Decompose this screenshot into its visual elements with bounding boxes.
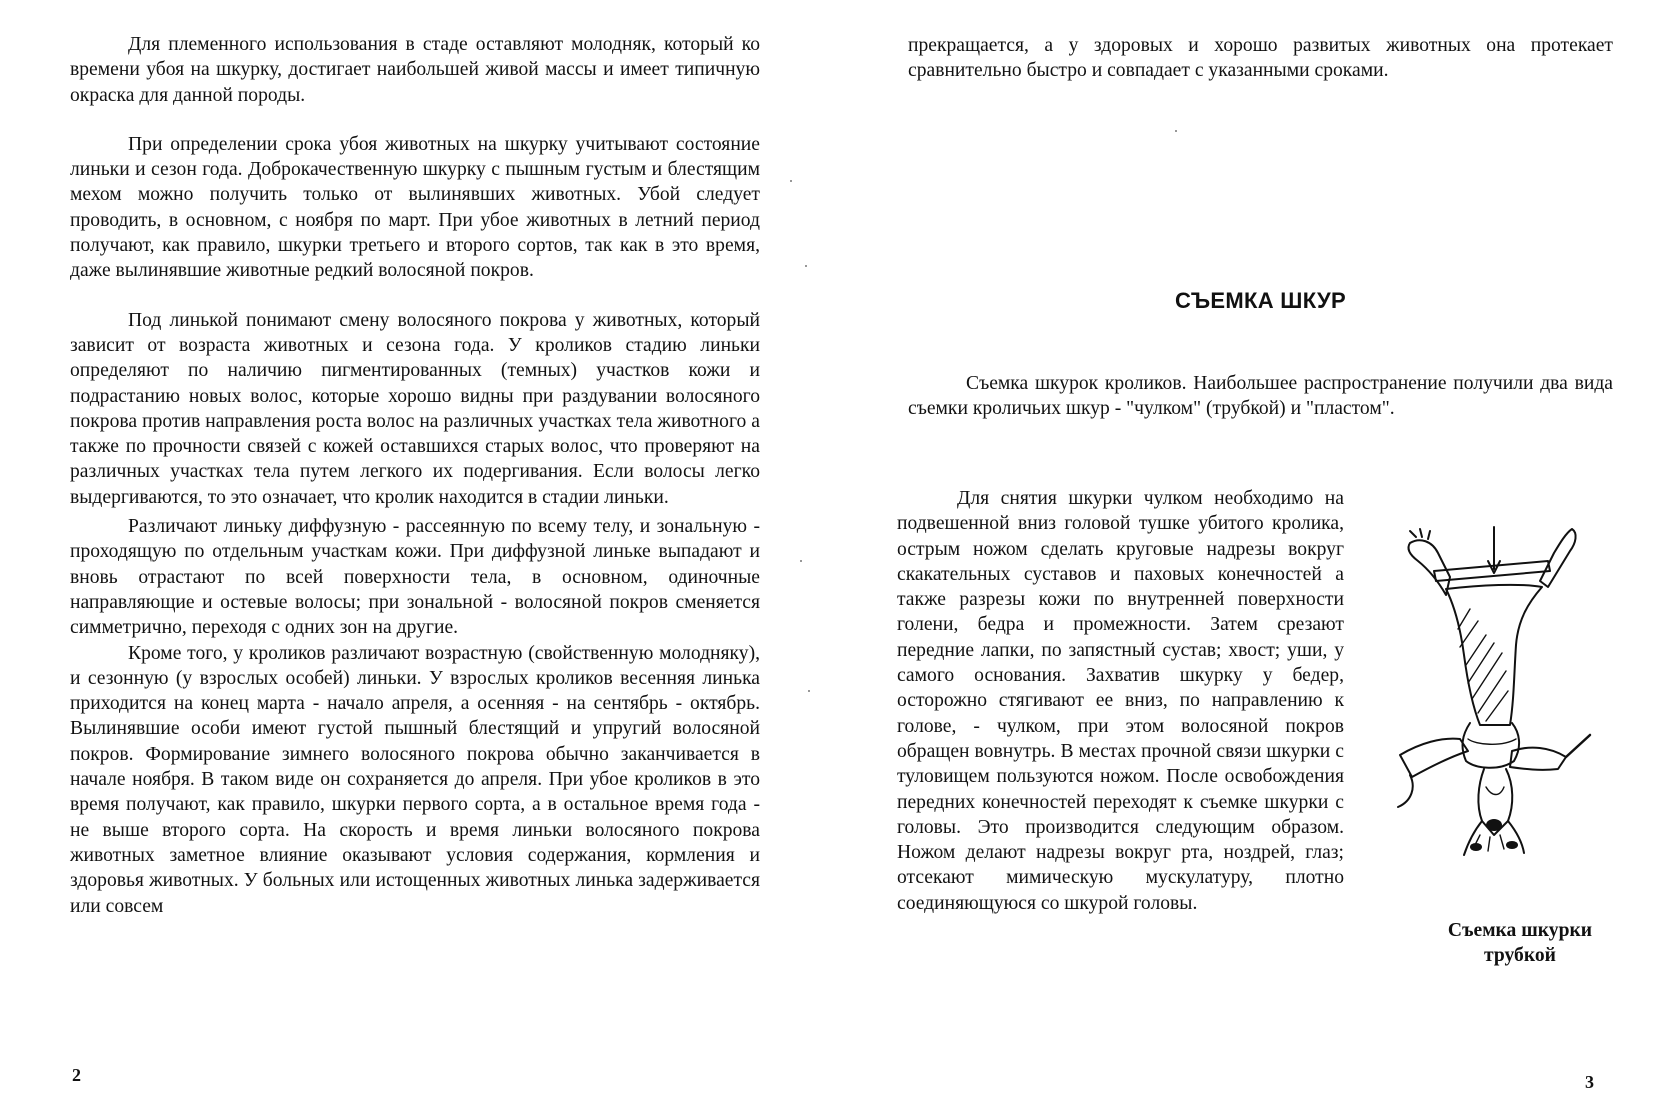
body-text xyxy=(897,486,1344,916)
paragraph: Под линькой понимают смену волосяного покрова у животных, который зависит от возраста животных и сезона года. У кроликов стадию линьки определяют по наличию пигментированных (темных) участков кожи и подрастанию новых волос, которые хорошо видны при раздувании волосяного покрова против направления роста волос на различных участках тела животного а также по прочности связей с кожей оставшихся старых волос, что проверяют на различных участках тела путем легкого их подергивания. Если волосы легко выдергиваются, то это означает, что кролик находится в стадии линьки. xyxy=(70,309,760,508)
paragraph: прекращается, а у здоровых и хорошо развитых животных она протекает сравнительно быстро и совпадает с указанными сроками. xyxy=(908,35,1613,82)
rabbit-body xyxy=(1446,585,1542,725)
rabbit-skinning-drawing xyxy=(1390,525,1650,860)
left-hind-leg xyxy=(1408,540,1450,595)
paragraph: При определении срока убоя животных на шкурку учитывают состояние линьки и сезон года. Доброкачественную шкурку с пышным густым и блестящим мехом можно получить только от вылинявших животных. Убой следует проводить, в основном, с ноября по март. При убое животных в летний период получают, как правило, шкурки третьего и второго сортов, так как в это время, даже вылинявшие животные редкий волосяной покров. xyxy=(70,133,760,282)
right-hind-leg xyxy=(1540,529,1576,587)
page-number-right: 3 xyxy=(1585,1072,1594,1092)
scan-speck xyxy=(805,265,807,267)
scan-speck xyxy=(800,560,802,562)
rabbit-skinning-illustration xyxy=(1390,525,1650,860)
paragraph: Съемка шкурок кроликов. Наибольшее распространение получили два вида съемки кроличьих шкур - "чулком" (трубкой) и "пластом". xyxy=(908,373,1613,420)
caption-line: Съемка шкурки xyxy=(1447,920,1593,941)
left-page-text xyxy=(70,32,760,919)
left-hand xyxy=(1400,739,1468,777)
intro-text xyxy=(908,371,1613,422)
right-page xyxy=(820,0,1665,1110)
paragraph: Для племенного использования в стаде оставляют молодняк, который ко времени убоя на шкурку, достигает наибольшей живой массы и имеет типичную окраска для данной породы. xyxy=(70,34,760,106)
continuation-text xyxy=(908,33,1613,84)
paragraph: Различают линьку диффузную - рассеянную по всему телу, и зональную - проходящую по отдельным участкам кожи. При диффузной линьке выпадают и вновь отрастают по всей поверхности тела, в основном, одиночные направляющие и остевые волосы; при зональной - волосяной покров сменяется симметрично, переходя с одних зон на другие. xyxy=(70,516,760,639)
section-heading: СЪЕМКА ШКУР xyxy=(1175,288,1346,313)
scan-speck xyxy=(790,180,792,182)
scan-speck xyxy=(1175,130,1177,132)
paragraph: Для снятия шкурки чулком необходимо на подвешенной вниз головой тушке убитого кролика, острым ножом сделать круговые надрезы вокруг скакательных суставов и паховых конечностей а также разрезы кожи по внутренней поверхности голени, бедра и промежности. Затем срезают передние лапки, по запястный сустав; хвост; уши, у самого основания. Захватив шкурку у бедер, осторожно стягивают ее вниз, по направлению к голове, - чулком, при этом волосяной покров обращен вовнутрь. В местах прочной связи шкурки с туловищем пользуются ножом. После освобождения передних конечностей переходят к съемке шкурки с головы. Это производится следующим образом. Ножом делают надрезы вокруг рта, ноздрей, глаз; отсекают мимическую мускулатуру, плотно соединяющуюся со шкурой головы. xyxy=(897,488,1344,914)
paragraph: Кроме того, у кроликов различают возрастную (свойственную молодняку), и сезонную (у взрослых особей) линьки. У взрослых кроликов весенняя линька приходится на конец марта - начало апреля, а осенняя - на сентябрь - октябрь. Вылинявшие особи имеют густой пышный блестящий и упругий волосяной покров. Формирование зимнего волосяного покрова обычно заканчивается в начале ноября. В таком виде он сохраняется до апреля. При убое кроликов в это время получают, как правило, шкурки первого сорта, а в остальное время года - не выше второго сорта. На скорость и время линьки волосяного покрова животных заметное влияние оказывают условия содержания, кормления и здоровья животных. У больных или истощенных животных линька задерживается или совсем xyxy=(70,642,760,917)
left-arm xyxy=(1398,775,1413,807)
figure-caption xyxy=(1380,918,1660,968)
left-page xyxy=(0,0,820,1110)
knife xyxy=(1566,735,1590,757)
scan-speck xyxy=(808,690,810,692)
hatching xyxy=(1458,609,1508,721)
caption-line: трубкой xyxy=(1484,945,1556,966)
page-number-left: 2 xyxy=(72,1065,81,1085)
left-paw xyxy=(1410,529,1430,539)
